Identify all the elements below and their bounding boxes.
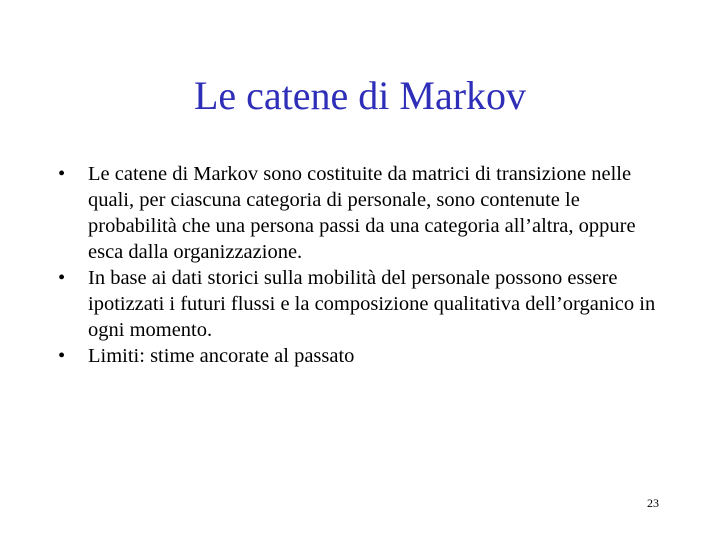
bullet-text: In base ai dati storici sulla mobilità del personale possono essere ipotizzati i futuri flussi e la composizione qualitativa dell’organico in ogni momento. (88, 267, 656, 341)
bullet-dot-icon: • (58, 163, 66, 185)
slide-title: Le catene di Markov (193, 73, 527, 118)
bullet-item (58, 343, 668, 369)
bullet-dot-icon: • (58, 345, 66, 367)
bullet-text: Le catene di Markov sono costituite da matrici di transizione nelle quali, per ciascuna categoria di personale, sono contenute le probabilità che una persona passi da una categoria all’altra, oppure esca dalla organizzazione. (88, 163, 636, 263)
slide-number: 23 (647, 496, 659, 510)
bullet-item (58, 265, 668, 343)
bullet-dot-icon: • (58, 267, 66, 289)
bullet-list (58, 161, 668, 369)
bullet-item (58, 161, 668, 265)
bullet-text: Limiti: stime ancorate al passato (88, 345, 355, 367)
